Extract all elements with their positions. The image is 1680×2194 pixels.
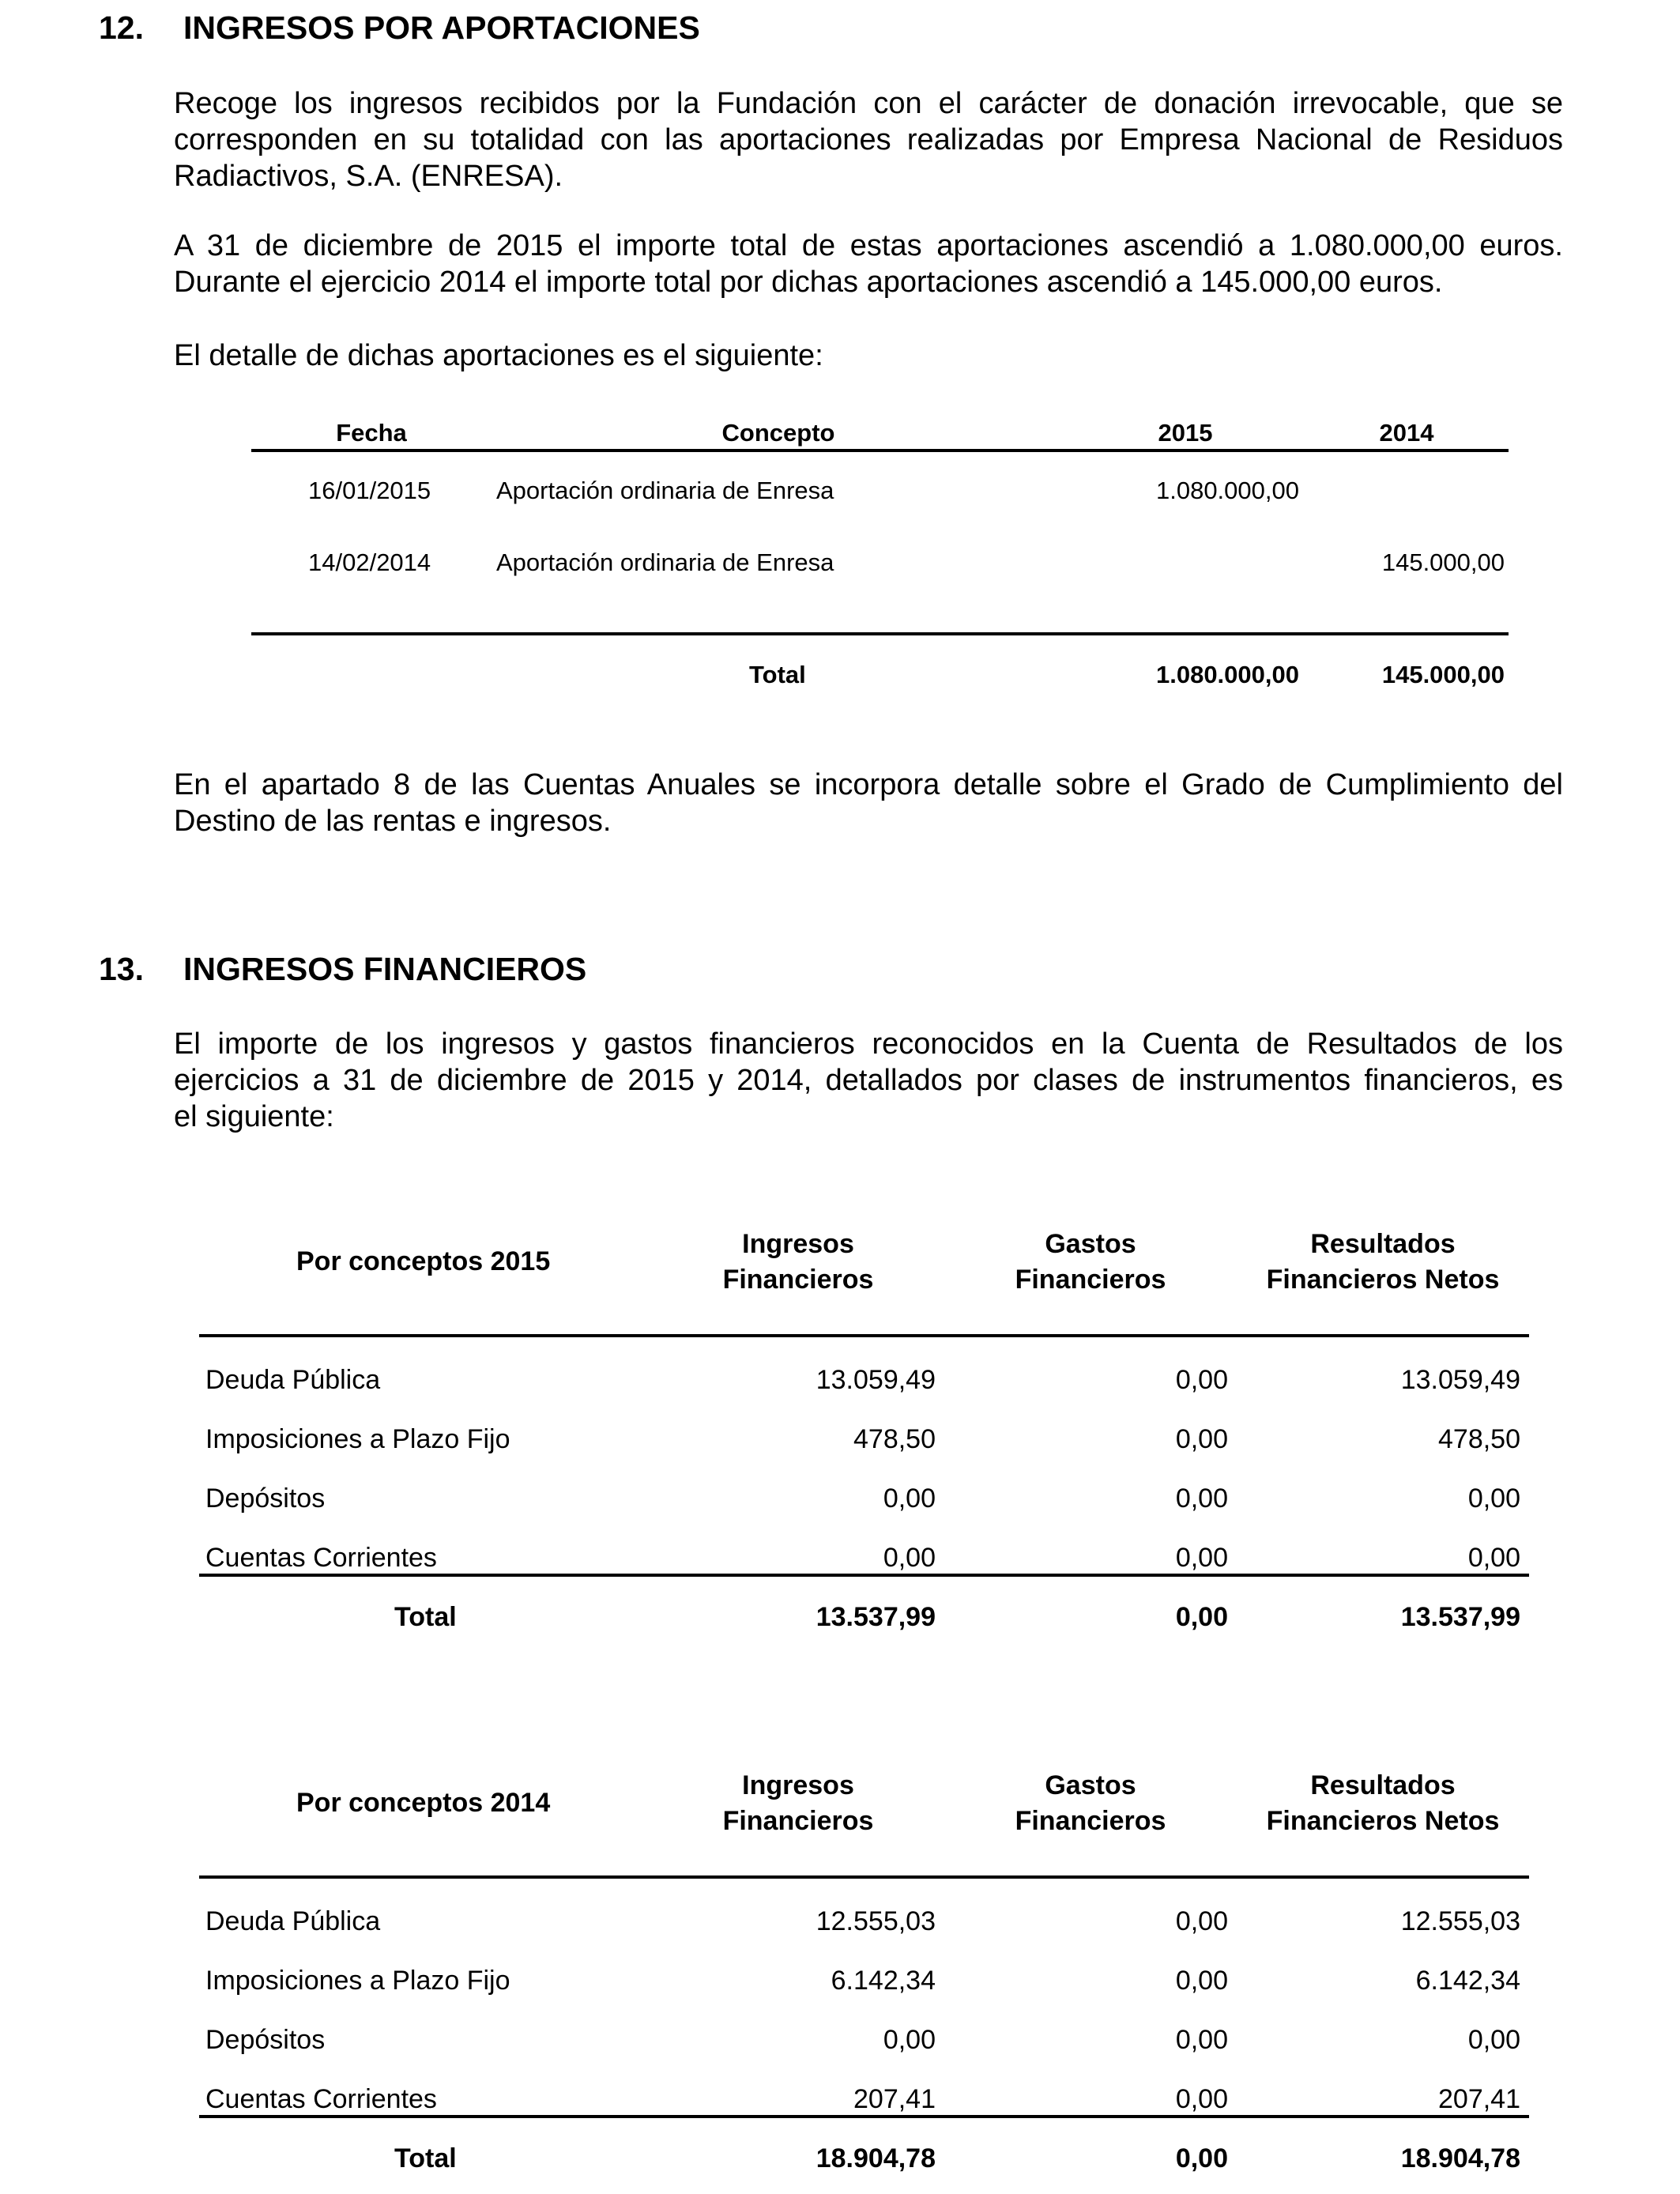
table-total-rule (251, 632, 1509, 635)
row-2-fecha: 14/02/2014 (308, 548, 431, 576)
text-line: Recoge los ingresos recibidos por la Fundación con el carácter de donación irrevocable, que se (174, 87, 1563, 120)
table-header-rule (199, 1875, 1529, 1879)
header-2014: 2014 (1379, 419, 1434, 447)
header-resultados: Resultados (1310, 1770, 1456, 1800)
header-gastos: Financieros (1015, 1265, 1166, 1295)
header-ingresos: Ingresos (742, 1229, 854, 1259)
table-total-rule (199, 2115, 1529, 2118)
header-2015: 2015 (1158, 419, 1213, 447)
row-label: Cuentas Corrientes (205, 2084, 437, 2114)
row-gastos: 0,00 (1175, 1365, 1228, 1395)
section-12-paragraph-1 (174, 85, 1563, 194)
total-gastos: 0,00 (1175, 2143, 1228, 2173)
row-ingresos: 12.555,03 (816, 1906, 936, 1936)
row-label: Depósitos (205, 1483, 326, 1514)
section-13-paragraph-1 (174, 1026, 1563, 1135)
row-ingresos: 0,00 (883, 1543, 936, 1573)
table-total-rule (199, 1574, 1529, 1577)
header-resultados: Resultados (1310, 1229, 1456, 1259)
table-title: Por conceptos 2015 (296, 1246, 551, 1276)
row-resultados: 478,50 (1438, 1424, 1520, 1454)
header-fecha: Fecha (336, 419, 407, 447)
row-resultados: 12.555,03 (1400, 1906, 1520, 1936)
header-resultados: Financieros Netos (1266, 1806, 1500, 1836)
row-resultados: 207,41 (1438, 2084, 1520, 2114)
header-gastos: Gastos (1045, 1770, 1136, 1800)
total-resultados: 13.537,99 (1400, 1602, 1520, 1632)
total-gastos: 0,00 (1175, 1602, 1228, 1632)
header-ingresos: Financieros (722, 1806, 874, 1836)
text-line: Durante el ejercicio 2014 el importe total por dichas aportaciones ascendió a 145.000,00 euros. (174, 266, 1443, 299)
table-header-rule (251, 449, 1509, 452)
row-1-fecha: 16/01/2015 (308, 477, 431, 504)
header-resultados: Financieros Netos (1266, 1265, 1500, 1295)
row-label: Imposiciones a Plazo Fijo (205, 1966, 510, 1996)
row-label: Deuda Pública (205, 1365, 381, 1395)
row-resultados: 0,00 (1467, 1543, 1520, 1573)
text-line: ejercicios a 31 de diciembre de 2015 y 2014, detallados por clases de instrumentos financieros, es (174, 1064, 1563, 1097)
section-12-number: 12. (99, 9, 144, 46)
total-2015: 1.080.000,00 (1155, 661, 1299, 688)
row-ingresos: 6.142,34 (831, 1966, 936, 1996)
table-title: Por conceptos 2014 (296, 1788, 551, 1818)
row-resultados: 13.059,49 (1400, 1365, 1520, 1395)
section-12-paragraph-2 (174, 228, 1563, 300)
row-ingresos: 0,00 (883, 1483, 936, 1514)
text-line: En el apartado 8 de las Cuentas Anuales se incorpora detalle sobre el Grado de Cumplimiento del (174, 768, 1563, 801)
header-gastos: Gastos (1045, 1229, 1136, 1259)
row-2-2014: 145.000,00 (1381, 548, 1505, 576)
section-13-title: INGRESOS FINANCIEROS (183, 951, 587, 987)
text-line: Radiactivos, S.A. (ENRESA). (174, 160, 563, 193)
row-gastos: 0,00 (1175, 1483, 1228, 1514)
row-ingresos: 0,00 (883, 2025, 936, 2055)
text-line: Destino de las rentas e ingresos. (174, 805, 612, 838)
total-label: Total (394, 1602, 457, 1632)
text-line: corresponden en su totalidad con las aportaciones realizadas por Empresa Nacional de Residuos (174, 123, 1563, 156)
row-gastos: 0,00 (1175, 2025, 1228, 2055)
row-label: Deuda Pública (205, 1906, 381, 1936)
row-1-2015: 1.080.000,00 (1155, 477, 1299, 504)
row-label: Depósitos (205, 2025, 326, 2055)
table-header-rule (199, 1334, 1529, 1337)
row-label: Imposiciones a Plazo Fijo (205, 1424, 510, 1454)
row-gastos: 0,00 (1175, 1424, 1228, 1454)
row-label: Cuentas Corrientes (205, 1543, 437, 1573)
row-ingresos: 13.059,49 (816, 1365, 936, 1395)
total-ingresos: 13.537,99 (816, 1602, 936, 1632)
total-label: Total (749, 661, 806, 688)
row-gastos: 0,00 (1175, 1543, 1228, 1573)
total-2014: 145.000,00 (1381, 661, 1505, 688)
row-gastos: 0,00 (1175, 2084, 1228, 2114)
row-1-concepto: Aportación ordinaria de Enresa (496, 477, 834, 504)
section-12-paragraph-4 (174, 767, 1563, 839)
text-line: El detalle de dichas aportaciones es el siguiente: (174, 339, 823, 372)
row-resultados: 0,00 (1467, 2025, 1520, 2055)
section-12-title: INGRESOS POR APORTACIONES (183, 9, 700, 46)
header-gastos: Financieros (1015, 1806, 1166, 1836)
total-resultados: 18.904,78 (1400, 2143, 1520, 2173)
total-label: Total (394, 2143, 457, 2173)
text-line: A 31 de diciembre de 2015 el importe total de estas aportaciones ascendió a 1.080.000,00 euros. (174, 229, 1563, 262)
header-ingresos: Ingresos (742, 1770, 854, 1800)
row-gastos: 0,00 (1175, 1966, 1228, 1996)
header-ingresos: Financieros (722, 1265, 874, 1295)
row-ingresos: 207,41 (853, 2084, 936, 2114)
text-line: el siguiente: (174, 1100, 334, 1133)
row-gastos: 0,00 (1175, 1906, 1228, 1936)
row-resultados: 0,00 (1467, 1483, 1520, 1514)
row-ingresos: 478,50 (853, 1424, 936, 1454)
total-ingresos: 18.904,78 (816, 2143, 936, 2173)
section-12-paragraph-3 (174, 337, 1563, 374)
section-13-number: 13. (99, 951, 144, 987)
row-resultados: 6.142,34 (1415, 1966, 1520, 1996)
row-2-concepto: Aportación ordinaria de Enresa (496, 548, 834, 576)
text-line: El importe de los ingresos y gastos financieros reconocidos en la Cuenta de Resultados de los (174, 1027, 1563, 1061)
header-concepto: Concepto (721, 419, 835, 447)
